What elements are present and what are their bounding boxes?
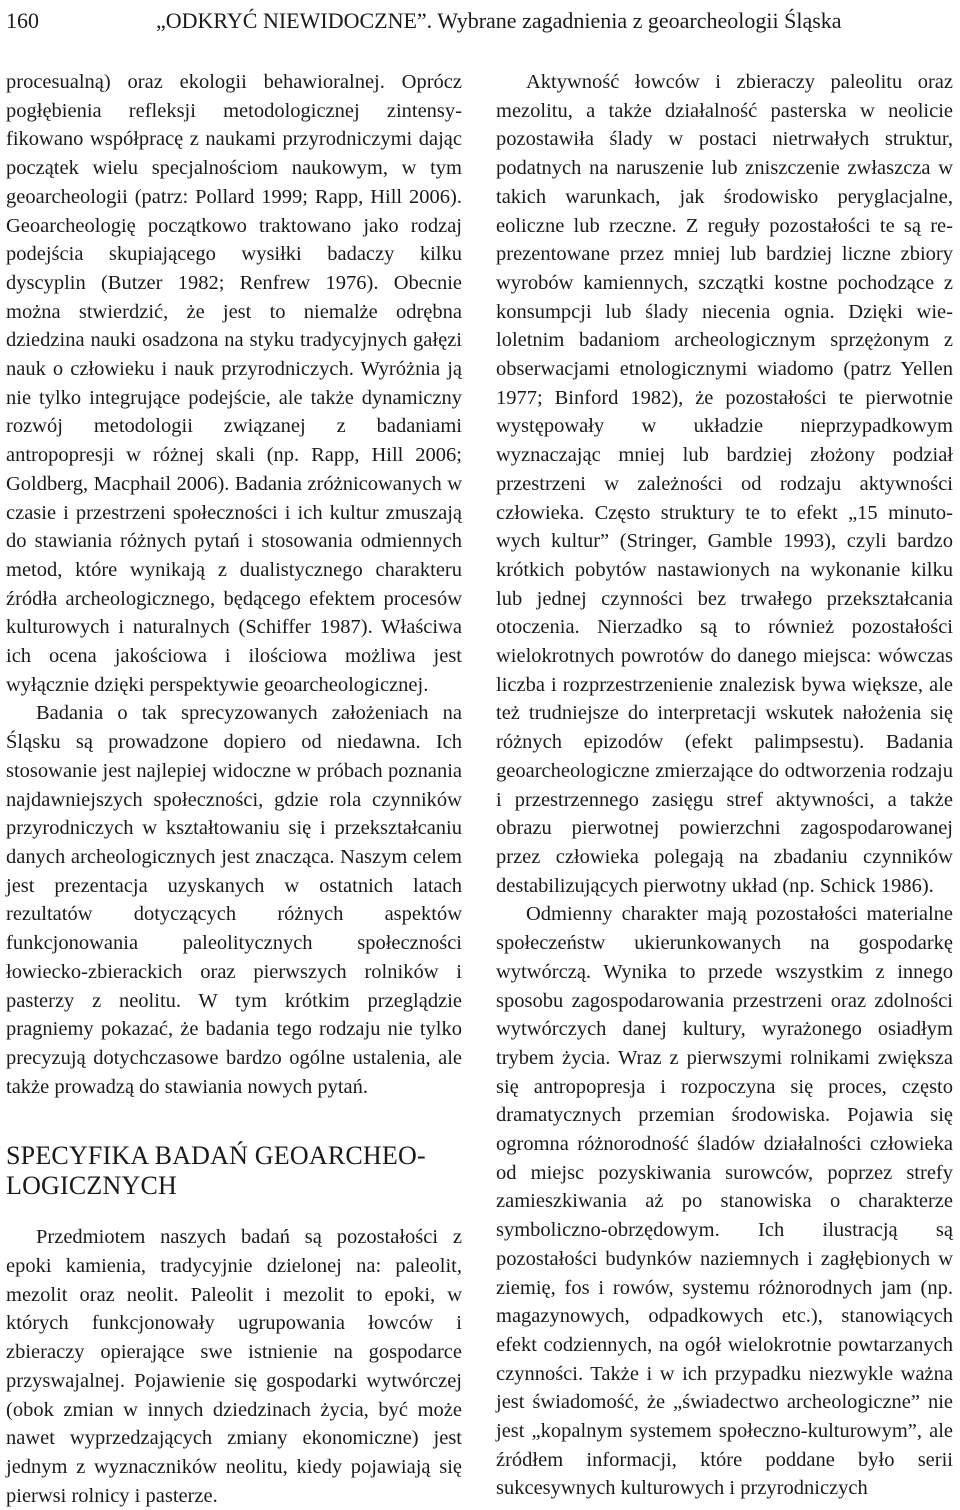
left-paragraph-3: Przedmiotem naszych badań są pozostałości z epoki kamienia, tradycyjnie dzielonej na: paleolit, mezolit oraz neolit. Paleolit i mezolit to epoki, w których funkcjonowały ugrupowania łowców i zbieraczy opierające swe istnienie na gospodarce przyswajalnej. Pojawienie się gospodarki wytwórczej (obok zmian w innych dziedzinach życia, być może nawet wyprzedzających zmiany ekonomiczne) jest jednym z wyznaczników neolitu, kiedy pojawiają się pierwsi rolnicy i pasterze.	[6, 1226, 462, 1507]
right-paragraph-2: Odmienny charakter mają pozostałości materialne społeczeństw ukierunkowanych na gospodarkę wytwórczą. Wynika to przede wszystkim z innego sposobu zagospodarowania przestrzeni oraz zdolności wytwórczych danej kultury, wyrażonego osiadłym trybem życia. Wraz z pierwszymi rolnikami zwiększa się antropopresja i rozpoczyna się proces, często dramatycznych przemian środowiska. Pojawia się ogromna różnorodność śladów działalności człowieka od miejsc pozyskiwania surowców, poprzez strefy zamieszkiwania aż po stanowiska o charakterze symboliczno-obrzędowym. Ich ilustracją są pozostałości budynków naziemnych i zagłębionych w ziemię, fos i rowów, systemu różnorodnych jam (np. magazynowych, odpadkowych etc.), stanowiących efekt codziennych, na ogół wielokrotnie powtarzanych czynności. Także i w ich przypadku niezwykle ważna jest świadomość, że „świadectwo archeologiczne” nie jest „kopalnym systemem społeczno-kulturowym”, ale źródłem informacji, które poddane było serii sukcesywnych kulturowych i przyrodniczych	[496, 903, 953, 1500]
left-column	[6, 68, 462, 1510]
running-title: „ODKRYĆ NIEWIDOCZNE”. Wybrane zagadnienia z geoarcheologii Śląska	[156, 8, 842, 33]
right-column	[496, 68, 953, 1503]
left-paragraph-2: Badania o tak sprecyzowanych założeniach na Śląsku są prowadzone dopiero od niedawna. Ich stosowanie jest najlepiej widoczne w próbach poznania najdawniejszych społeczności, gdzie rola czynników przyrodniczych w kształtowaniu się i przekształcaniu danych archeologicznych jest znacząca. Naszym celem jest prezentacja uzyskanych w ostatnich latach rezultatów dotyczących różnych aspektów funkcjonowania paleolitycznych społeczności łowiecko-zbierackich oraz pierwszych rolników i pasterzy z neolitu. W tym krótkim przeglądzie pragniemy pokazać, że badania tego rodzaju nie tylko precyzują dotychczasowe bardzo ogólne ustalenia, ale także prowadzą do stawiania nowych pytań.	[6, 702, 462, 1098]
left-paragraph-1: procesualną) oraz ekologii behawioralnej. Oprócz pogłębienia refleksji metodologicznej zintensyfikowano współpracę z naukami przyrodniczymi dając początek wielu specjalnościom naukowym, w tym geoarcheologii (patrz: Pollard 1999; Rapp, Hill 2006). Geoarcheologię początkowo traktowano jako rodzaj podejścia skupiającego wysiłki badaczy kilku dyscyplin (Butzer 1982; Renfrew 1976). Obecnie można stwierdzić, że jest to niemalże odrębna dziedzina nauki osadzona na styku tradycyjnych gałęzi nauk o człowieku i nauk przyrodniczych. Wyróżnia ją nie tylko integrujące podejście, ale także dynamiczny rozwój metodologii związanej z badaniami antropopresji w różnej skali (np. Rapp, Hill 2006; Goldberg, Macphail 2006). Badania zróżnicowanych w czasie i przestrzeni społeczności i ich kultur zmuszają do stawiania różnych pytań i stosowania odmiennych metod, które wynikają z dualistycznego charakteru źródła archeologicznego, będącego efektem procesów kulturowych i naturalnych (Schiffer 1987). Właściwa ich ocena jakościowa i ilościowa możliwa jest wyłącznie dzięki perspektywie geoarcheologicznej.	[6, 71, 462, 696]
page-number: 160	[6, 8, 39, 33]
section-heading: SPECYFIKA BADAŃ GEOARCHEOLOGICZNYCH	[6, 1141, 426, 1201]
right-paragraph-1: Aktywność łowców i zbieraczy paleolitu oraz mezolitu, a także działalność pasterska w neolicie pozostawiła ślady w postaci nietrwałych struktur, podatnych na naruszenie lub zniszczenie zwłaszcza w takich warunkach, jak środowisko peryglacjalne, eoliczne lub rzeczne. Z reguły pozostałości te są reprezentowane przez mniej lub bardziej liczne zbiory wyrobów kamiennych, szczątki kostne pochodzące z konsumpcji lub ślady niecenia ognia. Dzięki wieloletnim badaniom archeologicznym sprzężonym z obserwacjami etnologicznymi wiadomo (patrz Yellen 1977; Binford 1982), że pozostałości te pierwotnie występowały w układzie nieprzypadkowym wyznaczając mniej lub bardziej złożony podział przestrzeni w zależności od rodzaju aktywności człowieka. Często struktury te to efekt „15 minutowych kultur” (Stringer, Gamble 1993), czyli bardzo krótkich pobytów nastawionych na wykonanie kilku lub jednej czynności bez trwałego przekształcania otoczenia. Nierzadko są to również pozostałości wielokrotnych powrotów do danego miejsca: wówczas liczba i rozprzestrzenienie znalezisk bywa większe, ale też trudniejsze do interpretacji wskutek nałożenia się różnych epizodów (efekt palimpsestu). Badania geoarcheologiczne zmierzające do odtworzenia rodzaju i przestrzennego zasięgu stref aktywności, a także obrazu pierwotnej powierzchni zagospodarowanej przez człowieka polegają na zbadaniu czynników destabilizujących pierwotny układ (np. Schick 1986).	[496, 71, 953, 897]
page-header	[6, 4, 940, 38]
